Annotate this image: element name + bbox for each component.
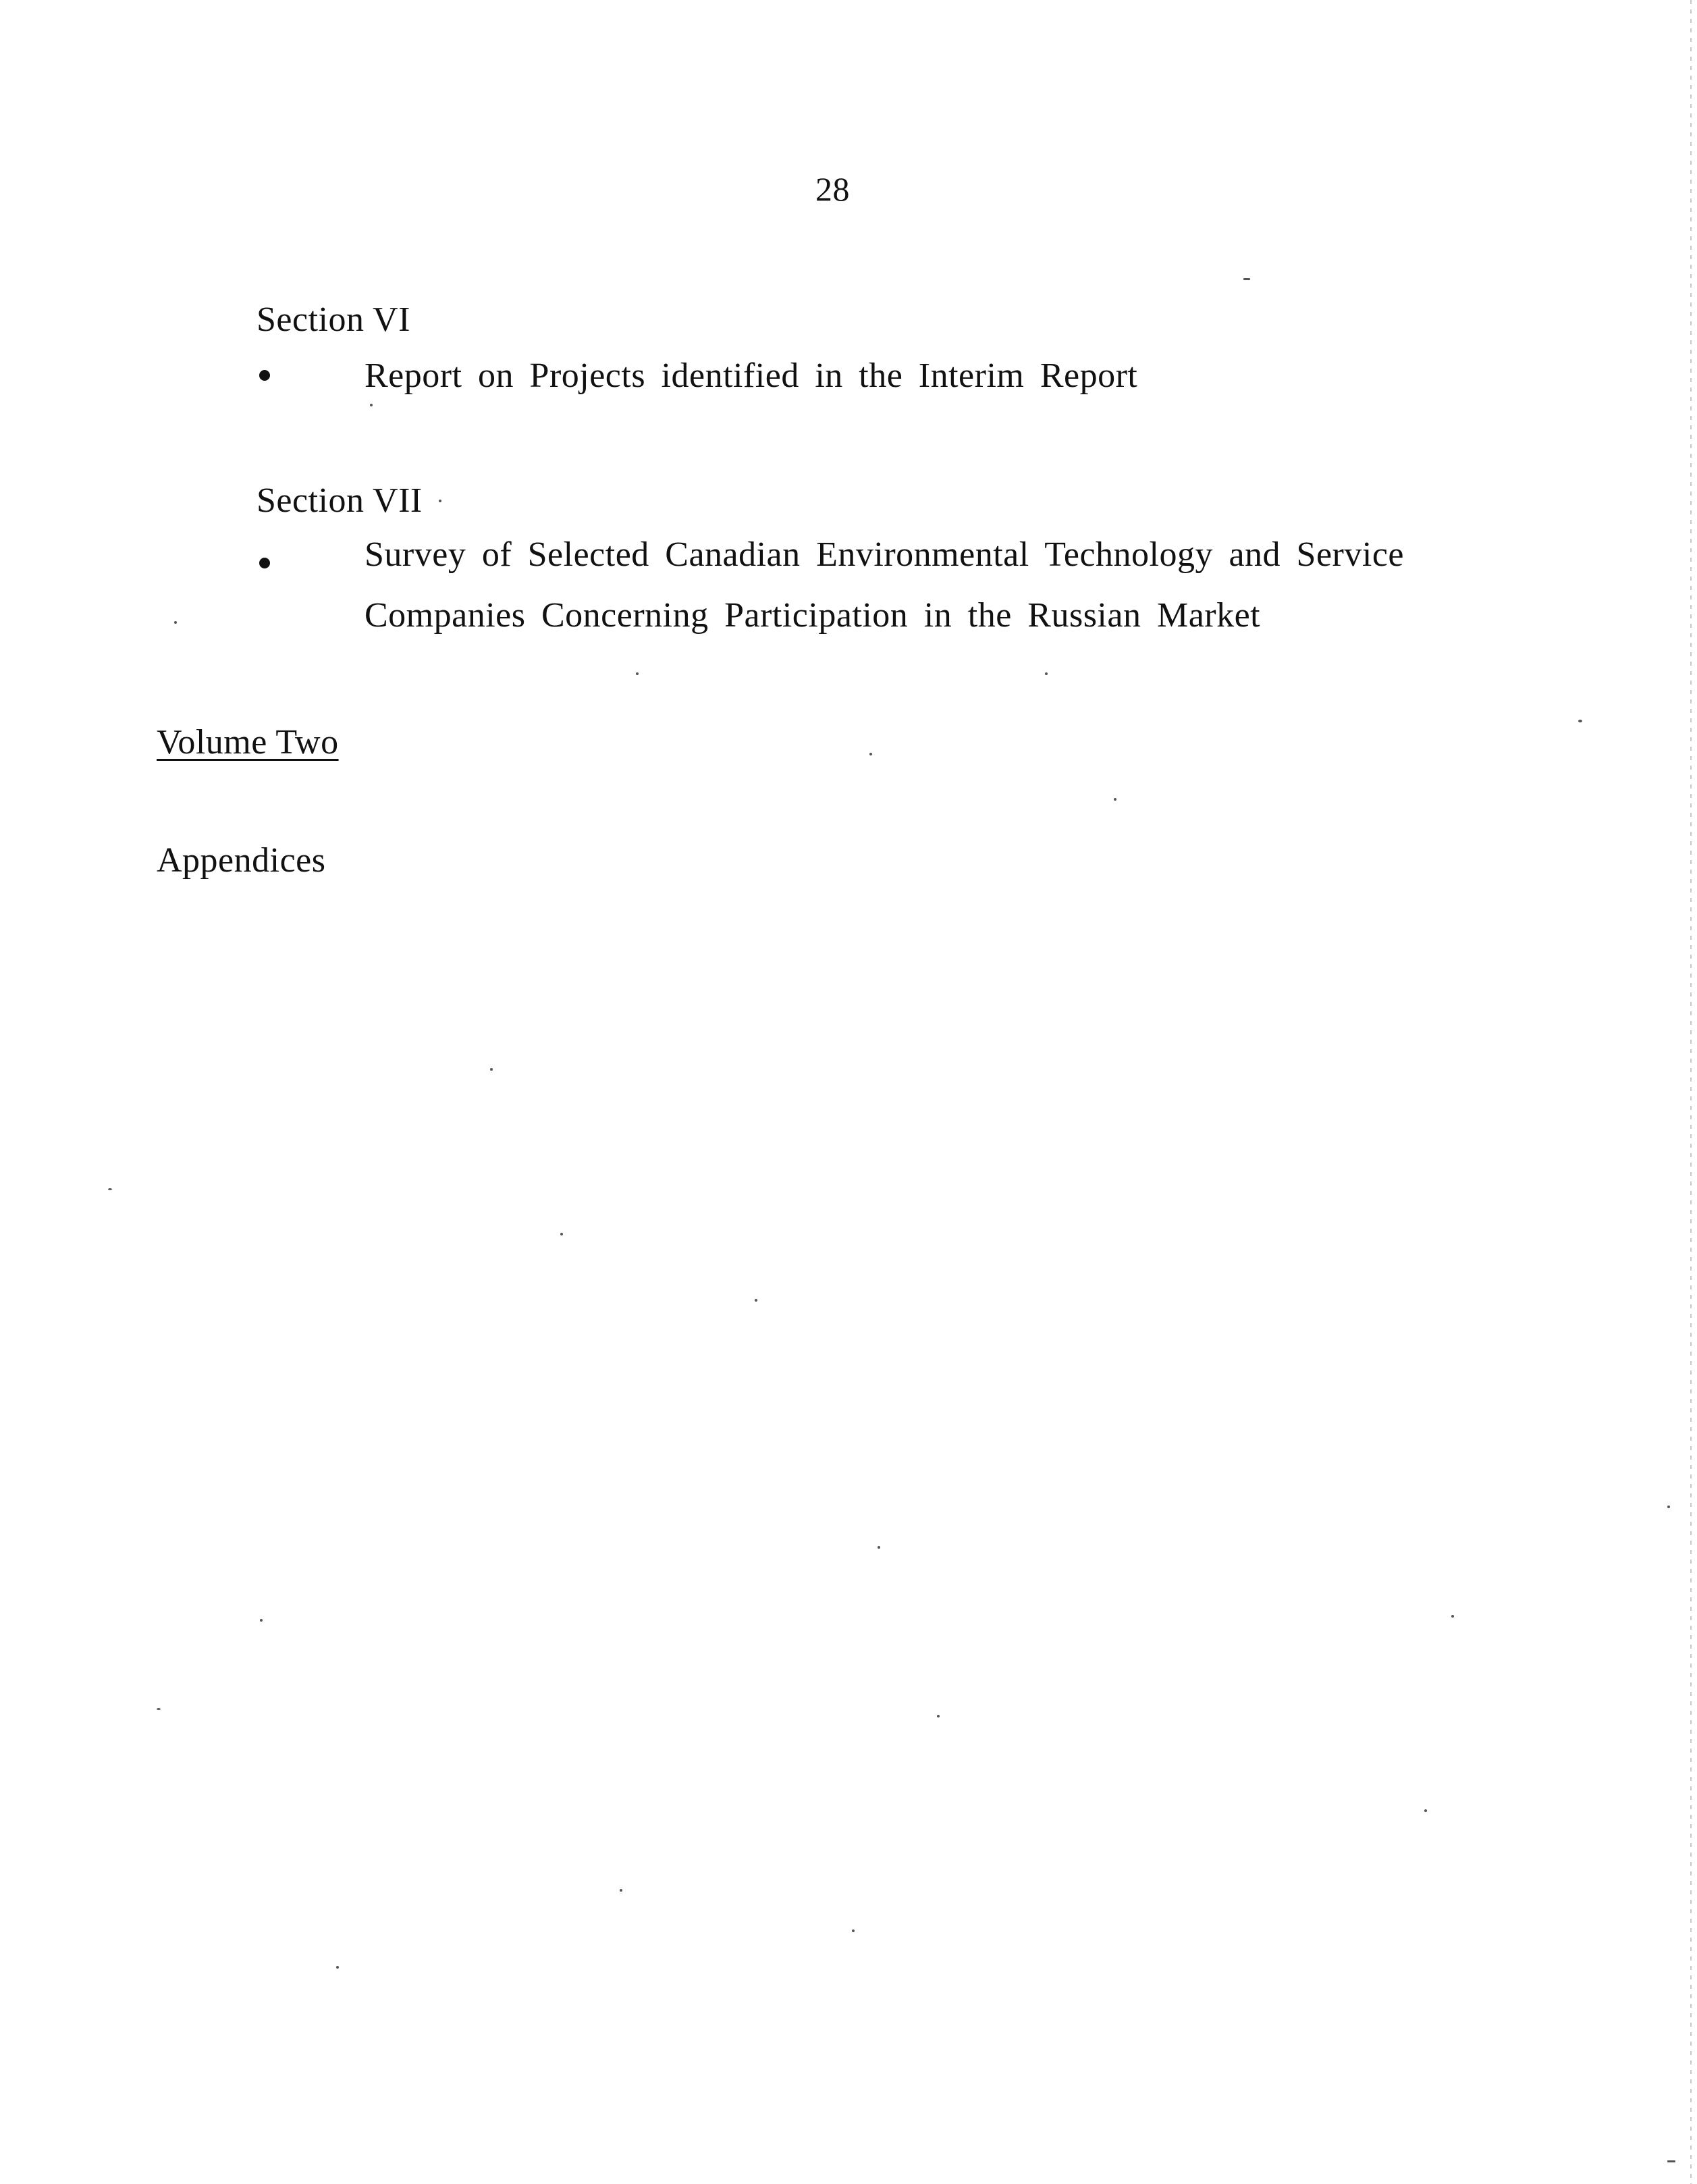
section-vii-item-line-2: Companies Concerning Participation in the Russian Market [365, 596, 1261, 635]
bullet-icon [259, 370, 270, 381]
scan-speck [439, 500, 441, 502]
page-number: 28 [815, 170, 850, 208]
scan-speck [260, 1619, 263, 1622]
bullet-icon [259, 558, 270, 568]
scan-speck [1045, 672, 1048, 675]
scan-speck [336, 1966, 339, 1969]
scan-speck [490, 1068, 493, 1071]
scan-edge-shadow [1690, 0, 1692, 2184]
scan-speck [174, 621, 177, 624]
scan-speck [1667, 1506, 1670, 1508]
scan-speck [1243, 278, 1250, 280]
scan-speck [755, 1299, 757, 1302]
scan-speck [1114, 798, 1116, 801]
scan-speck [1451, 1615, 1454, 1618]
scan-speck [869, 753, 872, 755]
section-vii-item-line-1: Survey of Selected Canadian Environmental Technology and Service [365, 535, 1404, 574]
scan-speck [620, 1889, 622, 1892]
scan-speck [560, 1233, 563, 1235]
scan-speck [1667, 2160, 1675, 2162]
scan-speck [1578, 720, 1582, 722]
scan-speck [636, 672, 639, 675]
volume-content: Appendices [157, 841, 326, 880]
section-vi-item-line-1: Report on Projects identified in the Interim Report [365, 356, 1138, 395]
scan-speck [108, 1188, 112, 1190]
scan-speck [157, 1708, 161, 1710]
scan-speck [852, 1929, 855, 1932]
section-heading-vii: Section VII [257, 481, 423, 520]
scan-speck [878, 1546, 880, 1549]
volume-heading: Volume Two [157, 723, 339, 762]
scan-speck [937, 1715, 940, 1717]
section-heading-vi: Section VI [257, 300, 410, 339]
scan-speck [1424, 1809, 1427, 1812]
scan-speck [370, 404, 373, 406]
